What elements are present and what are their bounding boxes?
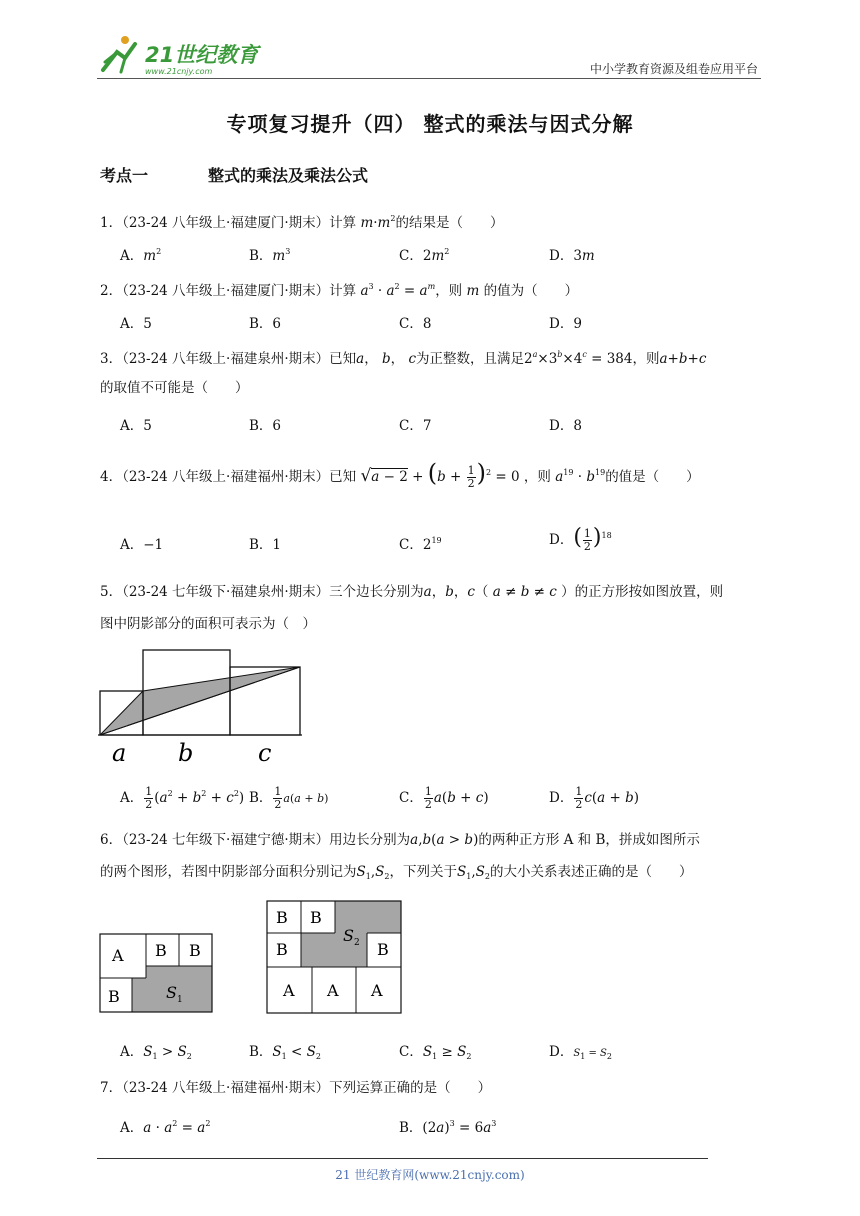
- q5-option-c[interactable]: C． $\frac{1}{2}$ a(b + c): [399, 785, 489, 811]
- svg-text:A: A: [283, 981, 295, 1000]
- q6-option-b[interactable]: B．$S_1 < S_2$: [249, 1044, 322, 1061]
- site-logo: [95, 32, 265, 78]
- q2-option-a[interactable]: A．5: [120, 316, 152, 332]
- svg-text:S: S: [343, 926, 354, 945]
- svg-text:B: B: [108, 987, 120, 1006]
- q3-option-b[interactable]: B．6: [249, 418, 282, 434]
- svg-text:2: 2: [354, 938, 360, 948]
- q4-option-a[interactable]: A．−1: [120, 537, 164, 553]
- figure-s1: [98, 932, 216, 1016]
- q5-option-a[interactable]: A． $\frac{1}{2}$ $(a^2 + b^2 + c^2)$: [120, 785, 245, 811]
- header-divider: [97, 78, 761, 79]
- platform-name: 中小学教育资源及组卷应用平台: [589, 62, 758, 76]
- q2-option-d[interactable]: D．9: [549, 316, 582, 332]
- footer-link[interactable]: 21 世纪教育网(www.21cnjy.com): [335, 1168, 525, 1182]
- q2-option-c[interactable]: C．8: [399, 316, 432, 332]
- q7-option-a[interactable]: A．$a \cdot a^2 = a^2$: [120, 1119, 211, 1136]
- question-5: 5．（23-24 七年级下·福建泉州·期末）三个边长分别为a，b，c（ a ≠ b ≠ c ）的正方形按如图放置，则: [100, 584, 724, 600]
- svg-text:c: c: [258, 739, 272, 767]
- q1-option-c[interactable]: C．$2m^2$: [399, 247, 450, 264]
- q5-option-d[interactable]: D． $\frac{1}{2}$ c(a + b): [549, 785, 640, 811]
- q4-option-c[interactable]: C．$2^{19}$: [399, 536, 442, 553]
- question-2: 2．（23-24 八年级上·福建厦门·期末）计算 $a^3 \cdot a^2 = a^m$，则 m 的值为（ ）: [100, 282, 579, 299]
- svg-text:B: B: [377, 940, 389, 959]
- q2-option-b[interactable]: B．6: [249, 316, 282, 332]
- q7-option-b[interactable]: B．$(2a)^3 = 6a^3$: [399, 1119, 497, 1136]
- svg-text:A: A: [327, 981, 339, 1000]
- q1-option-b[interactable]: B．$m^3$: [249, 247, 291, 264]
- svg-text:A: A: [371, 981, 383, 1000]
- svg-text:B: B: [310, 908, 322, 927]
- q1-option-d[interactable]: D．3m: [549, 248, 595, 264]
- svg-text:1: 1: [177, 995, 183, 1005]
- question-3-line2: 的取值不可能是（ ）: [100, 380, 249, 396]
- svg-text:B: B: [276, 908, 288, 927]
- svg-text:B: B: [276, 940, 288, 959]
- footer-divider: [97, 1158, 708, 1159]
- question-4: 4．（23-24 八年级上·福建福州·期末）已知 √a − 2 + (b + $\frac{1}{2}$ )$^2$ = 0 ，则 $a^{19} \cdot b^{19}$的值是（ ）: [100, 459, 700, 490]
- svg-text:b: b: [178, 739, 194, 767]
- svg-text:a: a: [112, 739, 127, 767]
- q3-option-a[interactable]: A．5: [120, 418, 152, 434]
- svg-text:21世纪教育: 21世纪教育: [145, 43, 259, 67]
- q6-option-d[interactable]: D．$S_1 = S_2$: [549, 1044, 612, 1061]
- svg-text:B: B: [155, 941, 167, 960]
- svg-text:A: A: [112, 946, 124, 965]
- svg-text:B: B: [189, 941, 201, 960]
- question-1: 1．（23-24 八年级上·福建厦门·期末）计算 $m\cdot m^2$的结果是（ ）: [100, 214, 504, 231]
- page-title: 专项复习提升（四） 整式的乘法与因式分解: [226, 112, 634, 136]
- question-6: 6．（23-24 七年级下·福建宁德·期末）用边长分别为a,b(a > b)的两种正方形 A 和 B，拼成如图所示: [100, 832, 700, 848]
- svg-text:www.21cnjy.com: www.21cnjy.com: [145, 67, 213, 76]
- question-7: 7．（23-24 八年级上·福建福州·期末）下列运算正确的是（ ）: [100, 1080, 492, 1096]
- q1-option-a[interactable]: A．$m^2$: [120, 247, 162, 264]
- q5-option-b[interactable]: B． $\frac{1}{2}$ a(a + b): [249, 785, 329, 811]
- q3-option-d[interactable]: D．8: [549, 418, 582, 434]
- q6-option-a[interactable]: A．$S_1 > S_2$: [120, 1044, 192, 1061]
- question-3: 3．（23-24 八年级上·福建泉州·期末）已知a， b， c为正整数，且满足$2^a\times 3^b\times 4^c = 384$，则a+b+c: [100, 350, 707, 367]
- figure-s2: [265, 899, 405, 1015]
- three-squares-figure: [98, 647, 304, 767]
- question-6-line2: 的两个图形，若图中阴影部分面积分别记为$S_1,S_2$，下列关于$S_1,S_2$的大小关系表述正确的是（ ）: [100, 864, 693, 881]
- q6-option-c[interactable]: C．$S_1 \ge S_2$: [399, 1044, 472, 1061]
- question-5-line2: 图中阴影部分的面积可表示为（ ）: [100, 616, 316, 632]
- q3-option-c[interactable]: C．7: [399, 418, 432, 434]
- q4-option-b[interactable]: B．1: [249, 537, 282, 553]
- section-heading: 考点一 整式的乘法及乘法公式: [100, 166, 369, 185]
- svg-text:S: S: [166, 983, 177, 1002]
- q4-option-d[interactable]: D．( $\frac{1}{2}$ )$^{18}$: [549, 525, 612, 553]
